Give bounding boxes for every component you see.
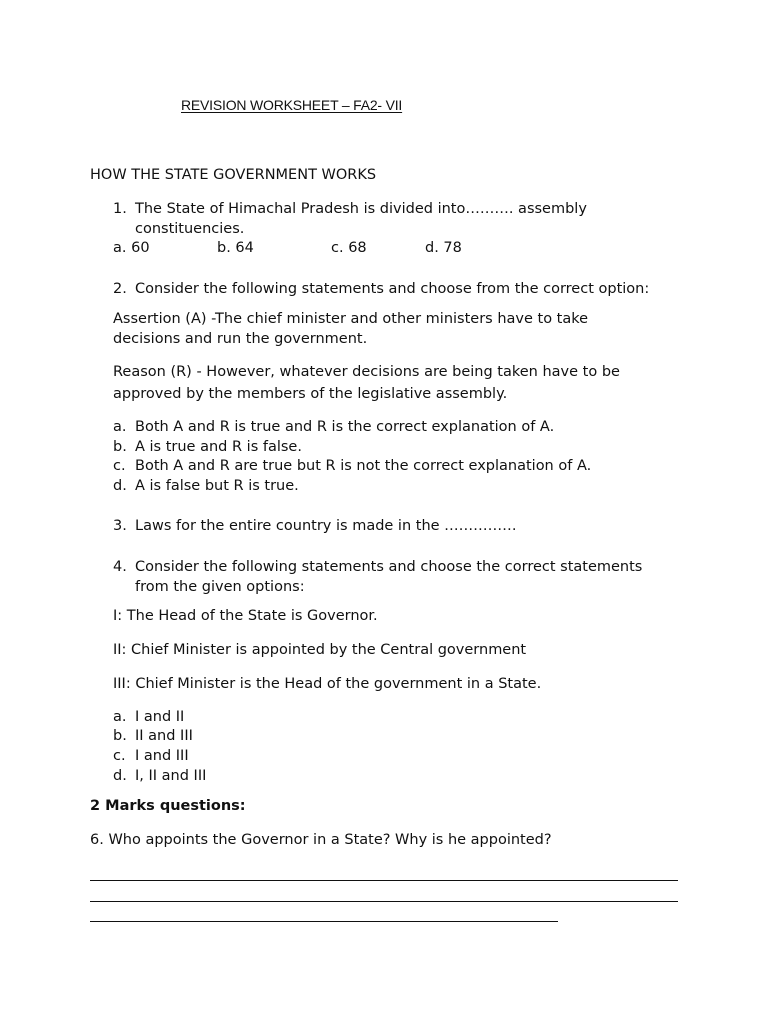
question-number: 4. xyxy=(113,559,127,575)
answer-line-2[interactable] xyxy=(90,901,678,902)
option-c xyxy=(113,746,189,766)
option-letter: c. xyxy=(113,458,126,474)
question-1-continuation: constituencies. xyxy=(135,221,245,237)
option-d: d. 78 xyxy=(425,240,462,256)
reason-line-2: approved by the members of the legislative assembly. xyxy=(113,386,508,402)
option-text: Both A and R is true and R is the correct explanation of A. xyxy=(135,419,555,435)
option-letter: a. xyxy=(113,709,127,725)
option-c xyxy=(113,456,591,476)
question-1 xyxy=(113,199,587,219)
question-4-continuation: from the given options: xyxy=(135,579,305,595)
question-6: 6. Who appoints the Governor in a State? Why is he appointed? xyxy=(90,832,552,848)
option-a xyxy=(113,417,554,437)
question-text: Consider the following statements and choose from the correct option: xyxy=(135,281,650,297)
option-letter: b. xyxy=(113,728,127,744)
statement-2: II: Chief Minister is appointed by the Central government xyxy=(113,642,527,658)
option-text: A is true and R is false. xyxy=(135,439,302,455)
question-number: 2. xyxy=(113,281,127,297)
section-heading: HOW THE STATE GOVERNMENT WORKS xyxy=(90,167,377,183)
option-letter: b. xyxy=(113,439,127,455)
reason-line-1: Reason (R) - However, whatever decisions are being taken have to be xyxy=(113,364,620,380)
assertion-line-2: decisions and run the government. xyxy=(113,331,368,347)
statement-1: I: The Head of the State is Governor. xyxy=(113,608,378,624)
two-marks-heading: 2 Marks questions: xyxy=(90,798,246,814)
option-b: b. 64 xyxy=(217,240,254,256)
question-3 xyxy=(113,516,517,536)
option-letter: a. xyxy=(113,419,127,435)
option-letter: d. xyxy=(113,768,127,784)
option-letter: c. xyxy=(113,748,126,764)
option-text: II and III xyxy=(135,728,193,744)
option-b xyxy=(113,726,193,746)
worksheet-title: REVISION WORKSHEET – FA2- VII xyxy=(181,97,403,113)
question-text: Consider the following statements and choose the correct statements xyxy=(135,559,643,575)
answer-line-3[interactable] xyxy=(90,921,558,922)
question-number: 1. xyxy=(113,201,127,217)
option-letter: d. xyxy=(113,478,127,494)
option-b xyxy=(113,437,302,457)
question-4 xyxy=(113,557,642,577)
option-text: Both A and R are true but R is not the correct explanation of A. xyxy=(135,458,592,474)
answer-line-1[interactable] xyxy=(90,880,678,881)
option-text: I and III xyxy=(135,748,189,764)
question-2 xyxy=(113,279,649,299)
option-c: c. 68 xyxy=(331,240,367,256)
statement-3: III: Chief Minister is the Head of the government in a State. xyxy=(113,676,542,692)
option-d xyxy=(113,766,206,786)
option-text: I and II xyxy=(135,709,185,725)
option-a xyxy=(113,707,184,727)
option-d xyxy=(113,476,299,496)
question-number: 3. xyxy=(113,518,127,534)
option-a: a. 60 xyxy=(113,240,150,256)
assertion-line-1: Assertion (A) -The chief minister and other ministers have to take xyxy=(113,311,589,327)
option-text: A is false but R is true. xyxy=(135,478,299,494)
question-text: Laws for the entire country is made in the …………… xyxy=(135,518,517,534)
option-text: I, II and III xyxy=(135,768,207,784)
question-text: The State of Himachal Pradesh is divided into………. assembly xyxy=(135,201,587,217)
